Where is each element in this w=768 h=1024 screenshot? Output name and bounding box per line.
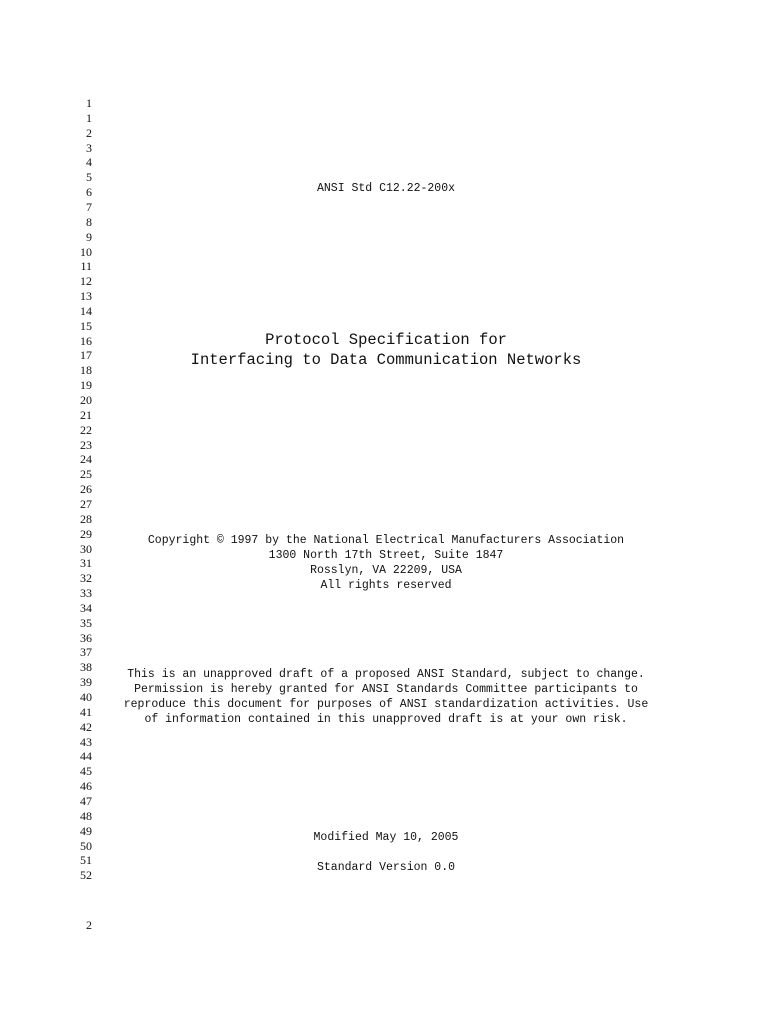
line-number: 13 bbox=[80, 289, 92, 304]
line-number: 21 bbox=[80, 407, 92, 422]
line-number: 16 bbox=[80, 333, 92, 348]
line-number: 49 bbox=[80, 823, 92, 838]
line-number: 10 bbox=[80, 244, 92, 259]
line-number: 14 bbox=[80, 303, 92, 318]
line-number: 1 bbox=[86, 96, 92, 110]
line-number: 30 bbox=[80, 541, 92, 556]
line-number: 37 bbox=[80, 645, 92, 660]
draft-notice-line: reproduce this document for purposes of ANSI standardization activities. Use bbox=[123, 698, 649, 711]
line-number: 42 bbox=[80, 719, 92, 734]
address-line-2: Rosslyn, VA 22209, USA bbox=[310, 564, 462, 577]
line-number: 17 bbox=[80, 348, 92, 363]
line-number: 40 bbox=[80, 690, 92, 704]
title-line-2: Interfacing to Data Communication Networks bbox=[190, 351, 582, 369]
line-number: 29 bbox=[80, 526, 92, 541]
line-number: 18 bbox=[80, 363, 92, 378]
copyright-line: Copyright © 1997 by the National Electrical Manufacturers Association bbox=[147, 534, 625, 547]
rights-line: All rights reserved bbox=[320, 579, 452, 592]
page-number: 2 bbox=[86, 918, 92, 932]
line-number: 45 bbox=[80, 764, 92, 779]
line-number: 26 bbox=[80, 482, 92, 497]
line-number: 4 bbox=[86, 155, 92, 170]
line-number: 7 bbox=[86, 199, 92, 214]
line-number: 3 bbox=[86, 140, 92, 155]
line-number: 27 bbox=[80, 496, 92, 511]
line-number: 6 bbox=[86, 185, 92, 200]
line-number: 2 bbox=[86, 125, 92, 140]
line-number: 31 bbox=[80, 556, 92, 571]
line-number: 41 bbox=[80, 704, 92, 719]
line-number: 48 bbox=[80, 808, 92, 823]
line-number: 36 bbox=[80, 630, 92, 645]
line-number: 46 bbox=[80, 779, 92, 794]
modified-date: Modified May 10, 2005 bbox=[313, 831, 459, 844]
line-number: 44 bbox=[80, 749, 92, 764]
line-number: 5 bbox=[86, 170, 92, 185]
draft-notice-line: This is an unapproved draft of a proposed ANSI Standard, subject to change. bbox=[127, 668, 645, 681]
line-number: 19 bbox=[80, 378, 92, 393]
line-number: 35 bbox=[80, 615, 92, 630]
draft-notice-line: Permission is hereby granted for ANSI Standards Committee participants to bbox=[134, 683, 638, 696]
line-number: 47 bbox=[80, 793, 92, 808]
line-number: 1 bbox=[86, 110, 92, 125]
standard-id: ANSI Std C12.22-200x bbox=[316, 182, 456, 195]
address-line-1: 1300 North 17th Street, Suite 1847 bbox=[268, 549, 504, 562]
line-number: 43 bbox=[80, 734, 92, 749]
version-line: Standard Version 0.0 bbox=[316, 861, 456, 874]
line-number: 24 bbox=[80, 452, 92, 467]
line-number: 34 bbox=[80, 600, 92, 615]
line-number: 51 bbox=[80, 853, 92, 868]
title-line-1: Protocol Specification for bbox=[265, 331, 507, 349]
line-number: 22 bbox=[80, 422, 92, 437]
line-number: 38 bbox=[80, 660, 92, 675]
line-number: 20 bbox=[80, 393, 92, 407]
line-number: 8 bbox=[86, 214, 92, 229]
line-number: 52 bbox=[80, 868, 92, 883]
line-number: 9 bbox=[86, 229, 92, 244]
line-number: 23 bbox=[80, 437, 92, 452]
line-number: 15 bbox=[80, 318, 92, 333]
line-number: 11 bbox=[80, 259, 92, 274]
line-number: 28 bbox=[80, 511, 92, 526]
line-number: 33 bbox=[80, 586, 92, 601]
line-number: 50 bbox=[80, 838, 92, 853]
line-number: 32 bbox=[80, 571, 92, 586]
line-number: 39 bbox=[80, 675, 92, 690]
line-number: 12 bbox=[80, 274, 92, 289]
line-number: 25 bbox=[80, 467, 92, 482]
draft-notice-line: of information contained in this unapproved draft is at your own risk. bbox=[144, 713, 628, 726]
